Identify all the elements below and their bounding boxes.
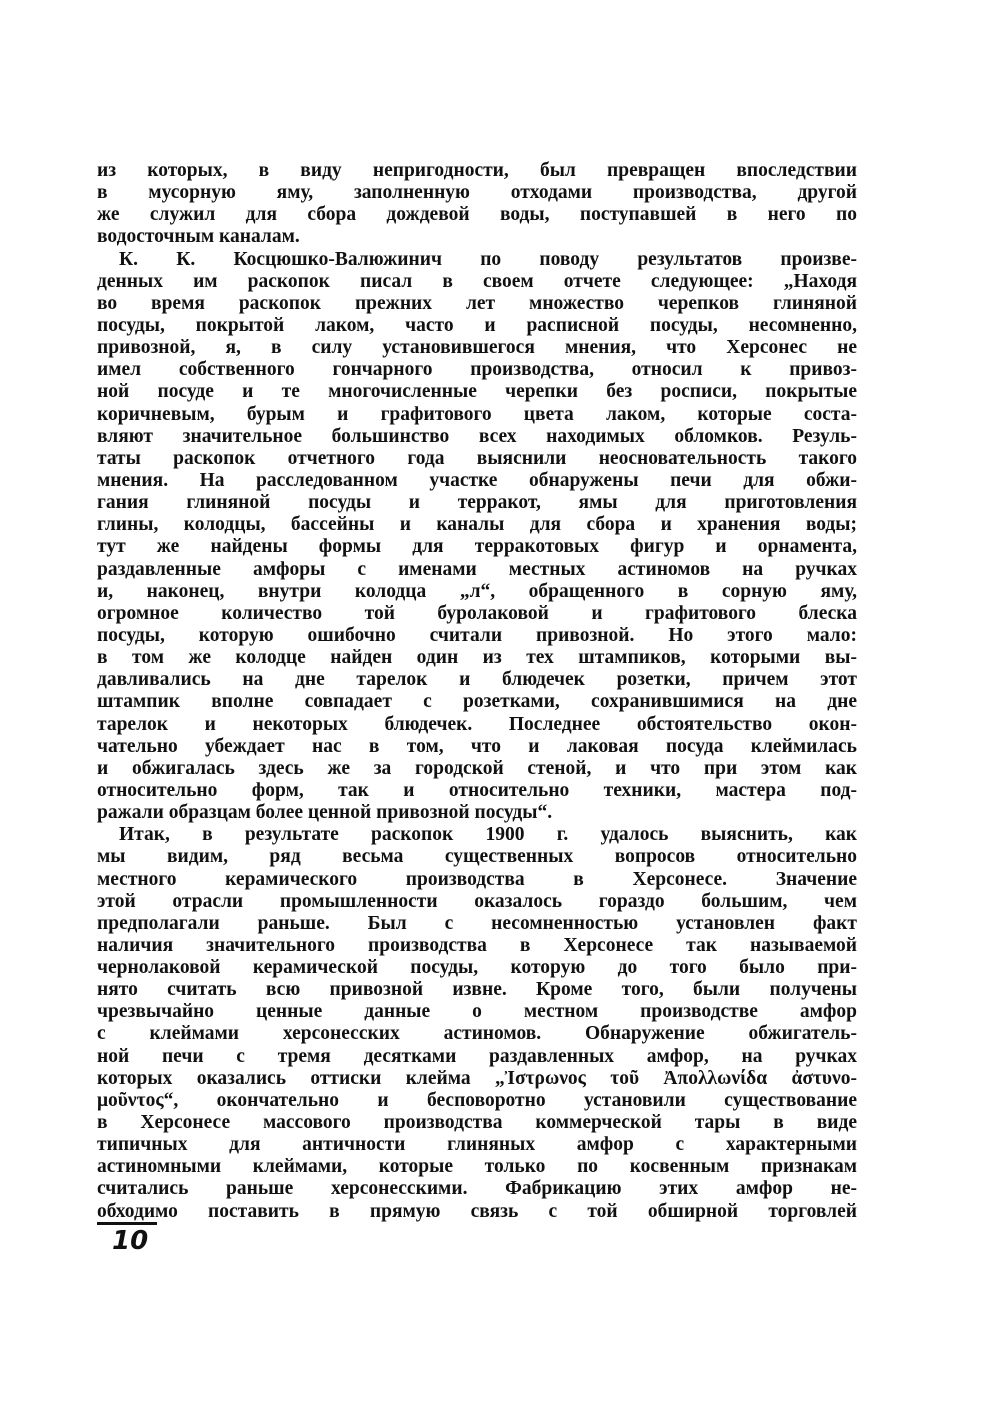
text-line: таты раскопок отчетного года выяснили неосновательность такого: [97, 447, 857, 469]
text-line: и, наконец, внутри колодца „л“, обращенного в сорную яму,: [97, 580, 857, 602]
text-line: этой отрасли промышленности оказалось гораздо большим, чем: [97, 890, 857, 912]
text-line: нято считать всю привозной извне. Кроме того, были получены: [97, 979, 857, 1001]
text-line: с клеймами херсонесских астиномов. Обнаружение обжигатель-: [97, 1023, 857, 1045]
text-line: К. К. Косцюшко-Валюжинич по поводу результатов произве-: [119, 248, 857, 270]
text-line: из которых, в виду непригодности, был превращен впоследствии: [97, 160, 857, 181]
text-line: Итак, в результате раскопок 1900 г. удалось выяснить, как: [119, 824, 857, 846]
text-line: ной печи с тремя десятками раздавленных амфор, на ручках: [97, 1045, 857, 1067]
text-line: типичных для античности глиняных амфор с характерными: [97, 1134, 857, 1156]
paragraph-3: [97, 824, 857, 1223]
text-line: глины, колодцы, бассейны и каналы для сбора и хранения воды;: [97, 514, 857, 536]
text-line: штампик вполне совпадает с розетками, сохранившимися на дне: [97, 691, 857, 713]
text-line: коричневым, бурым и графитового цвета лаком, которые соста-: [97, 403, 857, 425]
text-line: же служил для сбора дождевой воды, поступавшей в него по: [97, 204, 857, 226]
text-line: в том же колодце найден один из тех штампиков, которыми вы-: [97, 647, 857, 669]
text-line: местного керамического производства в Херсонесе. Значение: [97, 868, 857, 890]
paragraph-2: [97, 249, 857, 825]
text-line: во время раскопок прежних лет множество черепков глиняной: [97, 292, 857, 314]
text-line: считались раньше херсонесскими. Фабрикацию этих амфор не-: [97, 1178, 857, 1200]
text-line: водосточным каналам.: [97, 226, 300, 248]
text-line: астиномными клеймами, которые только по косвенным признакам: [97, 1156, 857, 1178]
text-line: гания глиняной посуды и терракот, ямы для приготовления: [97, 492, 857, 514]
text-line: обходимо поставить в прямую связь с той обширной торговлей: [97, 1200, 857, 1222]
text-line: привозной, я, в силу установившегося мнения, что Херсонес не: [97, 337, 857, 359]
paragraph-1: [97, 160, 857, 249]
text-line: имел собственного гончарного производства, относил к привоз-: [97, 359, 857, 381]
text-line: чрезвычайно ценные данные о местном производстве амфор: [97, 1001, 857, 1023]
text-line: и обжигалась здесь же за городской стеной, и что при этом как: [97, 757, 857, 779]
text-line: которых оказались оттиски клейма „Ἰστρωνος τοῦ Ἀπολλωνίδα ἀστυνο-: [97, 1067, 857, 1089]
text-line: огромное количество той буролаковой и графитового блеска: [97, 602, 857, 624]
text-line: наличия значительного производства в Херсонесе так называемой: [97, 934, 857, 956]
text-line: тут же найдены формы для терракотовых фигур и орнамента,: [97, 536, 857, 558]
text-line: в мусорную яму, заполненную отходами производства, другой: [97, 182, 857, 204]
text-line: чернолаковой керамической посуды, которую до того было при-: [97, 957, 857, 979]
text-line: ражали образцам более ценной привозной посуды“.: [97, 802, 553, 824]
text-line: посуды, которую ошибочно считали привозной. Но этого мало:: [97, 624, 857, 646]
text-line: мнения. На расследованном участке обнаружены печи для обжи-: [97, 469, 857, 491]
text-line: ной посуде и те многочисленные черепки без росписи, покрытые: [97, 381, 857, 403]
page-number: 10: [112, 1226, 149, 1256]
text-line: мы видим, ряд весьма существенных вопросов относительно: [97, 846, 857, 868]
text-line: μοῦντος“, окончательно и бесповоротно установили существование: [97, 1089, 857, 1111]
text-line: относительно форм, так и относительно техники, мастера под-: [97, 779, 857, 801]
text-line: в Херсонесе массового производства коммерческой тары в виде: [97, 1112, 857, 1134]
text-line: вляют значительное большинство всех находимых обломков. Резуль-: [97, 425, 857, 447]
body-text: [97, 160, 857, 1223]
text-line: давливались на дне тарелок и блюдечек розетки, причем этот: [97, 669, 857, 691]
text-line: предполагали раньше. Был с несомненностью установлен факт: [97, 912, 857, 934]
text-line: раздавленные амфоры с именами местных астиномов на ручках: [97, 558, 857, 580]
text-line: денных им раскопок писал в своем отчете следующее: „Находя: [97, 270, 857, 292]
text-line: чательно убеждает нас в том, что и лаковая посуда клеймилась: [97, 735, 857, 757]
text-line: тарелок и некоторых блюдечек. Последнее обстоятельство окон-: [97, 713, 857, 735]
footer-rule: [97, 1222, 157, 1225]
text-line: посуды, покрытой лаком, часто и расписной посуды, несомненно,: [97, 314, 857, 336]
